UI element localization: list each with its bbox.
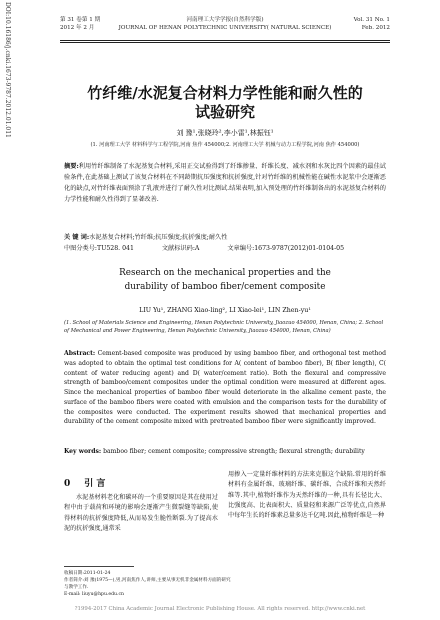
keywords-cn-label: 关 键 词: <box>64 234 90 241</box>
keywords-cn-text: 水泥基复合材料;竹纤维;抗压强度;抗折强度;耐久性 <box>89 234 228 241</box>
paper-title-cn <box>60 84 390 122</box>
abstract-cn <box>64 162 386 205</box>
paper-title-en <box>60 267 390 294</box>
document-code: 文献标识码:A <box>161 245 200 252</box>
doi-label: DOI:10.16186/j.cnki.1673-9787.2012.01.011 <box>4 2 11 138</box>
keywords-en-label: Key words: <box>64 448 102 455</box>
authors-cn: 刘 豫¹,张晓玲²,李小雷¹,林振钰¹ <box>176 129 274 137</box>
intro-paragraph-left: 水泥基材料老化和碳环的一个重要原因是其在使用过程中由于载荷和环境的影响会逐渐产生微裂缝等缺陷,使得材料的抗折强度降低,从而易发生脆性断裂.为了提高水泥的抗折强度,通常采 <box>64 494 218 533</box>
intro-left-column <box>64 470 218 534</box>
title-cn-line1: 竹纤维/水泥复合材料力学性能和耐久性的 <box>87 84 363 102</box>
article-number: 文章编号:1673-9787(2012)01-0104-05 <box>227 245 345 252</box>
journal-name-cn: 河南理工大学学报(自然科学版) <box>186 17 264 23</box>
intro-paragraph-right: 用掺入一定量纤维材料的方法来克服这个缺陷.常用的纤维材料有金属纤维、玻璃纤维、碳纤维、合成纤维和天然纤维等.其中,植物纤维作为天然纤维的一种,具有长径比大、比强度高、比表面积大、质量轻和来源广泛等优点,自然界中每年生长的纤维素总量多达千亿吨.因此,植物纤维是一种 <box>228 471 386 520</box>
journal-name-en: JOURNAL OF HENAN POLYTECHNIC UNIVERSITY( NATURAL SCIENCE) <box>118 25 332 32</box>
keywords-en <box>64 448 386 455</box>
volume-date: Feb. 2012 <box>361 25 390 32</box>
footnote-rule <box>64 566 134 567</box>
abstract-cn-text: 利用竹纤维制备了水泥基复合材料,采用正交试验得到了纤维掺量、纤维长度、减水剂和水灰比四个因素的最佳试验条件,在此基础上测试了该复合材料在不同龄期抗压强度和抗折强度,针对竹纤维的机械性能在碱性水泥浆中会逐渐恶化的缺点,对竹纤维表面预涂了乳液并进行了耐久性对比测试.结果表明,加入预处理的竹纤维制备出的水泥基复合材料的力学性能和耐久性得到了显著改善. <box>64 163 386 203</box>
issue-date: 2012 年 2 月 <box>60 25 95 32</box>
keywords-cn <box>64 232 386 241</box>
received-date: 收稿日期:2011-01-24 <box>64 571 111 576</box>
journal-name <box>60 16 390 33</box>
keywords-en-text: bamboo fiber; cement composite; compressive strength; flexural strength; durability <box>103 448 365 455</box>
author-email: E-mail: liuyu@hpu.edu.cn <box>64 592 125 598</box>
intro-right-column <box>228 470 386 522</box>
abstract-en-label: Abstract: <box>64 350 96 357</box>
section-number: 0 <box>64 479 71 489</box>
footnote <box>64 570 234 598</box>
clc-number: 中图分类号:TU528. 041 <box>64 245 134 252</box>
header-rule <box>60 40 390 41</box>
journal-header <box>60 16 390 38</box>
copyright-footer: ?1994-2017 China Academic Journal Electronic Publishing House. All rights reserved. http://www.cnki.net <box>74 606 366 612</box>
volume-number: Vol. 31 No. 1 <box>353 17 390 23</box>
affiliation-cn: (1. 河南理工大学 材料科学与工程学院,河南 焦作 454000;2. 河南理工大学 机械与动力工程学院,河南 焦作 454000) <box>90 142 360 148</box>
classification-info <box>64 243 386 252</box>
abstract-cn-label: 摘要: <box>64 163 79 170</box>
affiliation-en: (1. School of Materials Science and Engineering, Henan Polytechnic University, Jiaozuo 454000, Henan, China; 2. School of Mechanical and Power Engineering, Henan Polytechnic University, Jiaozuo 454000, Henan, China) <box>64 320 384 335</box>
title-cn-line2: 试验研究 <box>194 102 255 121</box>
authors-en: LIU Yu¹, ZHANG Xiao-ling², LI Xiao-lei¹, LIN Zhen-yu¹ <box>139 307 311 314</box>
header-rule-thin <box>60 42 390 43</box>
author-bio: 作者简介:刘 豫(1975—),男,河南焦作人,讲师,主要从事无机非金属材料方面的研究与教学工作. <box>64 578 231 591</box>
section-heading-intro <box>64 476 218 489</box>
title-en-line1: Research on the mechanical properties and the <box>119 268 331 278</box>
abstract-en-text: Cement-based composite was produced by using bamboo fiber, and orthogonal test method was adopted to obtain the optimal test conditions for A( content of bamboo fiber), B( fiber length), C( content of water reducing agent) and D( water/cement ratio). Both the flexural and compressive strength of bamboo/cement composites under the optimal condition were measured at different ages. Since the mechanical properties of bamboo fiber would deteriorate in the alkaline cement paste, the surface of the bamboo fibers were coated with emulsion and the comparison tests for the durability of the composites were conducted. The experiment results showed that mechanical properties and durability of the cement composite mixed with pretreated bamboo fiber were significantly improved. <box>64 350 386 426</box>
title-en-line2: durability of bamboo fiber/cement composite <box>124 281 326 292</box>
issue-volume: 第 31 卷第 1 期 <box>60 17 101 23</box>
abstract-en <box>64 349 386 427</box>
volume-info <box>354 16 390 33</box>
section-title: 引 言 <box>84 479 106 489</box>
